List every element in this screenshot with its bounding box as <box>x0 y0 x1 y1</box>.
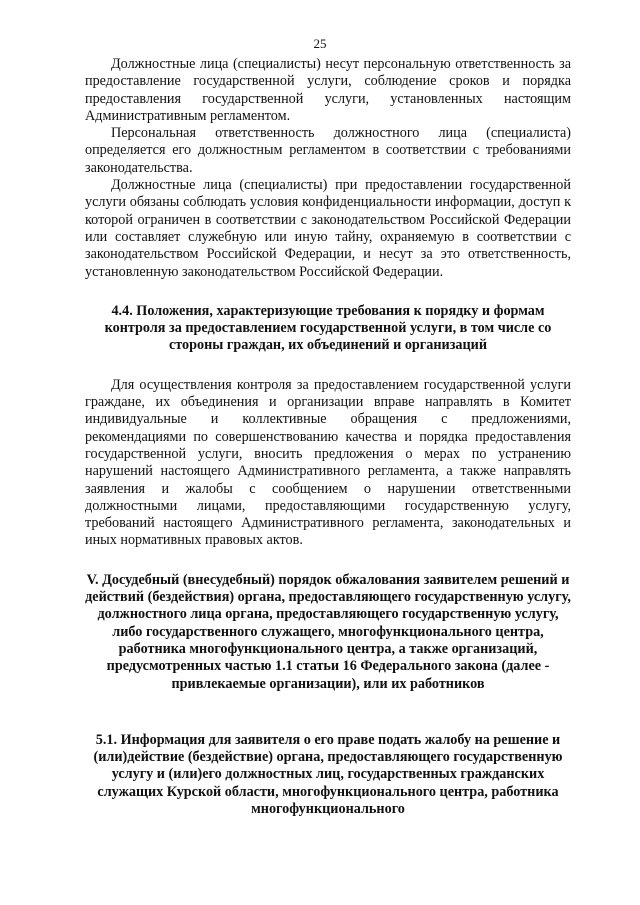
document-body <box>85 56 571 818</box>
paragraph-responsibility: Должностные лица (специалисты) несут персональную ответственность за предоставление государственной услуги, соблюдение сроков и порядка предоставления государственной услуги, установленных настоящим Административным регламентом. <box>85 56 571 124</box>
paragraph-personal-responsibility: Персональная ответственность должностного лица (специалиста) определяется его должностным регламентом в соответствии с требованиями законодательства. <box>85 125 571 176</box>
paragraph-citizen-control: Для осуществления контроля за предоставлением государственной услуги граждане, их объединения и организации вправе направлять в Комитет индивидуальные и коллективные обращения с предложениями, рекомендациями по совершенствованию качества и порядка предоставления государственной услуги, вносить предложения о мерах по устранению нарушений настоящего Административного регламента, а также направлять заявления и жалобы с сообщением о нарушении ответственными должностными лицами, предоставляющими государственную услугу, требований настоящего Административного регламента, законодательных и иных нормативных правовых актов. <box>85 376 571 549</box>
paragraph-confidentiality: Должностные лица (специалисты) при предоставлении государственной услуги обязаны соблюдать условия конфиденциальности информации, доступ к которой ограничен в соответствии с законодательством Российской Федерации или составляет служебную или иную тайну, охраняемую в соответствии с законодательством Российской Федерации, и несут за это ответственность, установленную законодательством Российской Федерации. <box>85 177 571 280</box>
section-heading-v: V. Досудебный (внесудебный) порядок обжалования заявителем решений и действий (бездействия) органа, предоставляющего государственную услугу, должностного лица органа, предоставляющего государственную услугу, либо государственного служащего, многофункционального центра, работника многофункционального центра, а также организаций, предусмотренных частью 1.1 статьи 16 Федерального закона (далее - привлекаемые организации), или их работников <box>85 571 571 692</box>
section-heading-5-1: 5.1. Информация для заявителя о его праве подать жалобу на решение и (или)действие (бездействие) органа, предоставляющего государственную услугу и (или)его должностных лиц, государственных гражданских служащих Курской области, многофункционального центра, работника многофункционального <box>93 731 563 817</box>
page-number: 25 <box>313 36 327 51</box>
section-heading-4-4: 4.4. Положения, характеризующие требования к порядку и формам контроля за предоставлением государственной услуги, в том числе со стороны граждан, их объединений и организаций <box>104 302 552 354</box>
